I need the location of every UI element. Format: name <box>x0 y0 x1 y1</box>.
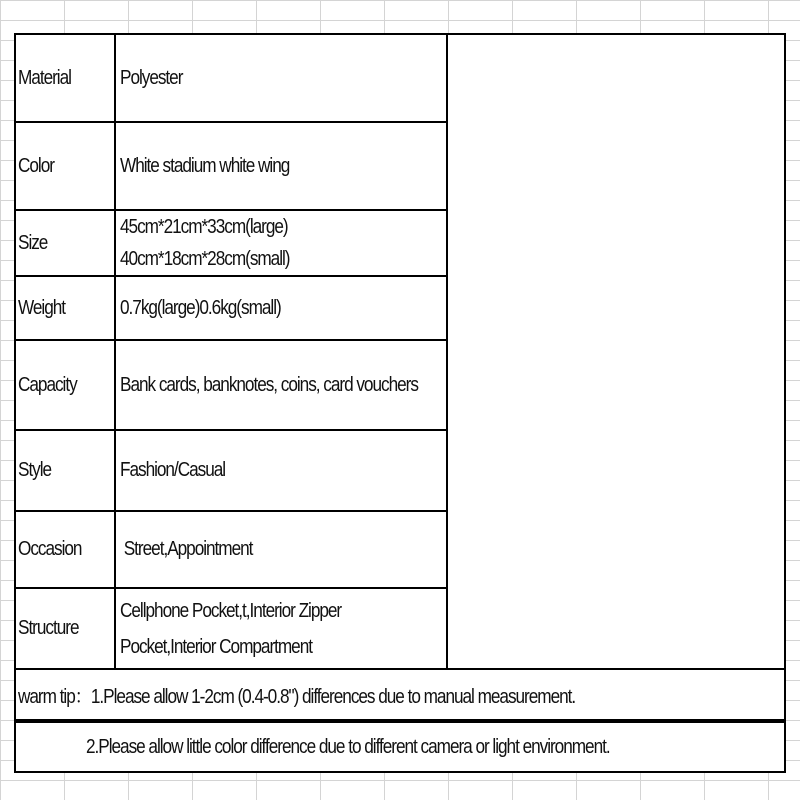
spec-label: Material <box>18 66 71 89</box>
spec-value-line: Pocket,Interior Compartment <box>120 635 313 658</box>
spec-label-cell[interactable] <box>16 211 116 275</box>
product-spec-table <box>14 33 786 670</box>
spec-label: Occasion <box>18 538 82 560</box>
color-tip-row[interactable] <box>14 721 786 773</box>
spec-value: 0.7kg(large)0.6kg(small) <box>120 296 281 319</box>
spec-label: Capacity <box>18 373 77 396</box>
spec-label-cell[interactable] <box>16 512 116 587</box>
spec-row-color <box>16 123 446 211</box>
spec-row-material <box>16 35 446 123</box>
spec-value: Bank cards, banknotes, coins, card vouchers <box>120 373 418 396</box>
spec-label-cell[interactable] <box>16 277 116 339</box>
spec-value: Polyester <box>120 66 183 89</box>
spec-row-style <box>16 431 446 512</box>
warm-tip-text: warm tip：1.Please allow 1-2cm (0.4-0.8") differences due to manual measurement. <box>18 686 576 708</box>
spec-label: Structure <box>18 617 79 639</box>
spec-value: White stadium white wing <box>120 154 290 177</box>
spec-row-size <box>16 211 446 277</box>
spec-value-cell[interactable] <box>118 35 446 121</box>
spec-label: Size <box>18 231 48 254</box>
spec-value-cell[interactable] <box>118 123 446 209</box>
spec-label-cell[interactable] <box>16 35 116 121</box>
warm-tip-row[interactable] <box>14 670 786 721</box>
spec-row-weight <box>16 277 446 341</box>
spec-label: Weight <box>18 296 66 319</box>
spec-value: Fashion/Casual <box>120 459 226 481</box>
spec-value-line: 40cm*18cm*28cm(small) <box>120 248 290 270</box>
spec-value-cell[interactable] <box>118 431 446 510</box>
spec-row-structure <box>16 589 446 668</box>
spec-row-occasion <box>16 512 446 589</box>
spec-value-cell[interactable] <box>118 277 446 339</box>
spec-label: Style <box>18 459 52 481</box>
spec-value: Street,Appointment <box>120 538 253 560</box>
spec-label-cell[interactable] <box>16 341 116 429</box>
spec-value-line: Cellphone Pocket,t,Interior Zipper <box>120 599 342 622</box>
spec-row-capacity <box>16 341 446 431</box>
spec-label-cell[interactable] <box>16 123 116 209</box>
spec-label-cell[interactable] <box>16 589 116 668</box>
spec-rows <box>16 35 446 668</box>
color-tip-text: 2.Please allow little color difference due to different camera or light environment. <box>86 735 610 758</box>
spec-value-cell[interactable] <box>118 589 446 668</box>
spec-value-cell[interactable] <box>118 211 446 275</box>
spec-value-line: 45cm*21cm*33cm(large) <box>120 216 288 238</box>
spec-label: Color <box>18 154 54 177</box>
spec-label-cell[interactable] <box>16 431 116 510</box>
spec-value-cell[interactable] <box>118 341 446 429</box>
spec-value-cell[interactable] <box>118 512 446 587</box>
empty-image-area[interactable] <box>446 35 784 668</box>
